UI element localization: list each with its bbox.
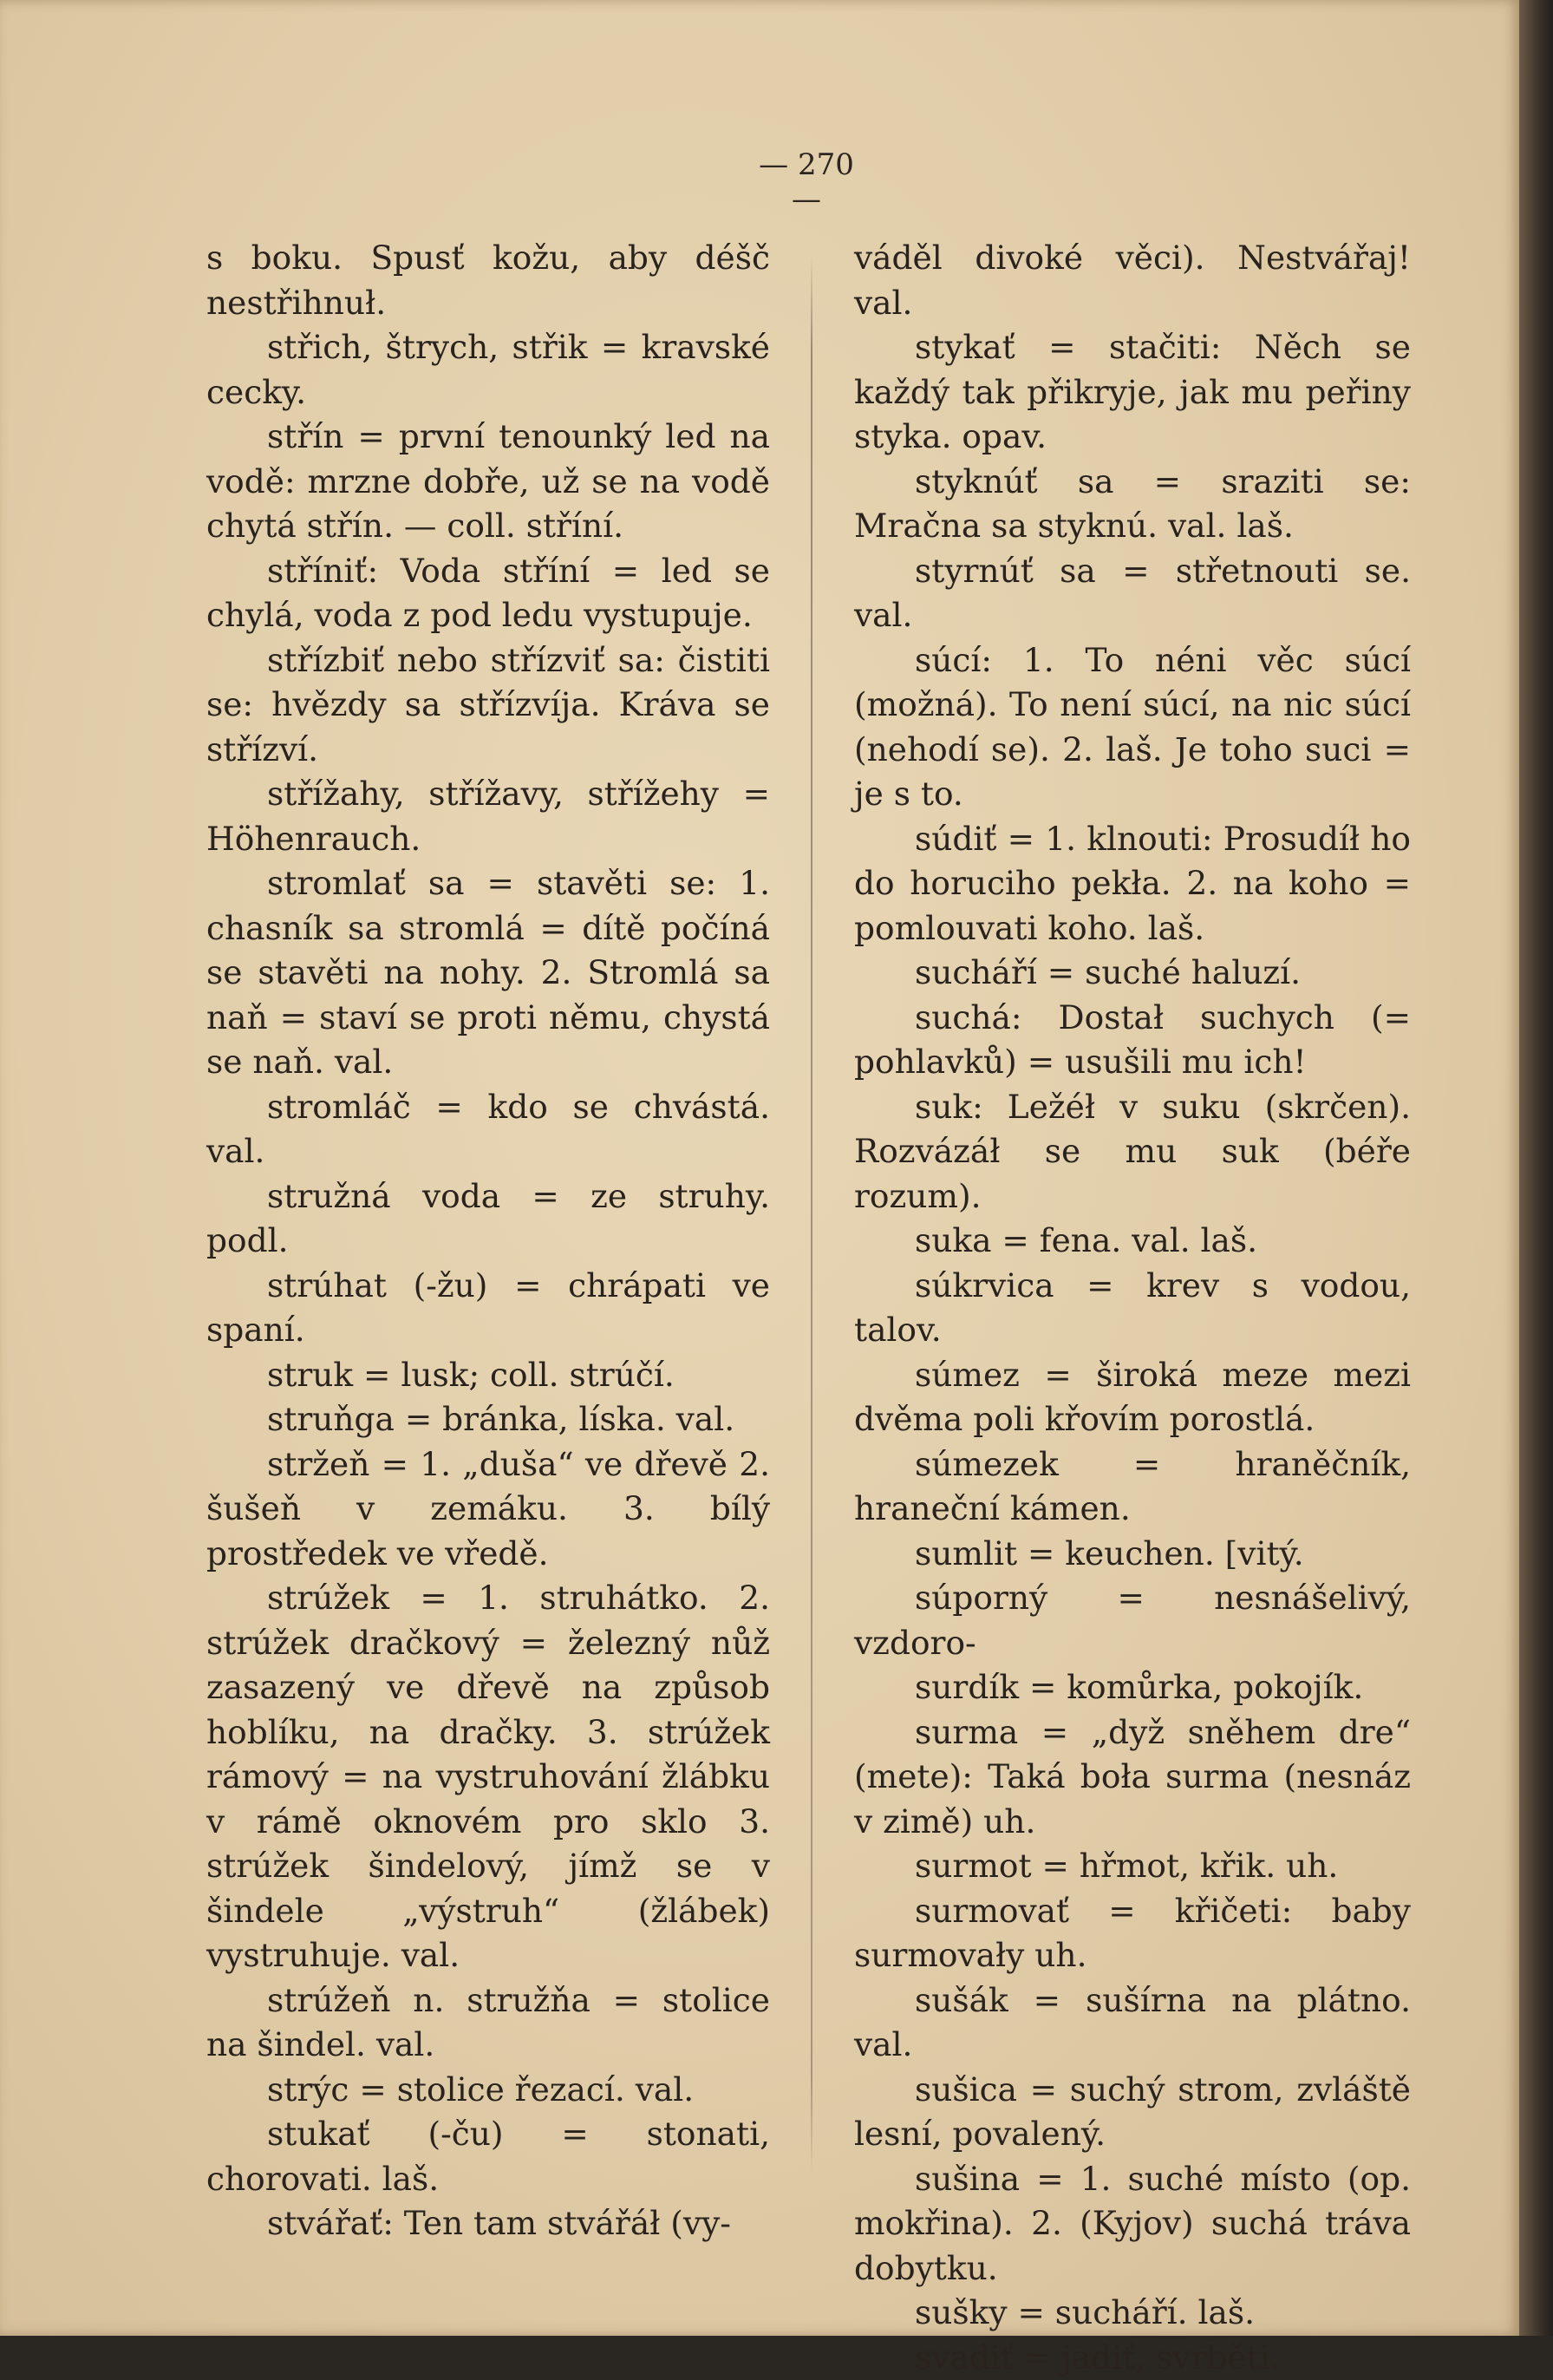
entry: střížahy, střížavy, střížehy = Höhenrauch. bbox=[206, 772, 770, 861]
entry: súmezek = hraněčník, hraneční kámen. bbox=[854, 1442, 1411, 1532]
entry: sucháří = suché haluzí. bbox=[854, 951, 1411, 996]
entry: suchá: Dostał suchych (= pohlavků) = usušili mu ich! bbox=[854, 996, 1411, 1085]
entry: surmot = hřmot, křik. uh. bbox=[854, 1844, 1411, 1889]
entry: sušky = sucháří. laš. bbox=[854, 2291, 1411, 2336]
entry: stykať = stačiti: Něch se každý tak přikryje, jak mu peřiny styka. opav. bbox=[854, 325, 1411, 460]
entry: stříniť: Voda stříní = led se chylá, voda z pod ledu vystupuje. bbox=[206, 549, 770, 638]
entry: súcí: 1. To néni věc súcí (možná). To není súcí, na nic súcí (nehodí se). 2. laš. Je toho suci = je s to. bbox=[854, 638, 1411, 817]
entry: strúhat (-žu) = chrápati ve spaní. bbox=[206, 1264, 770, 1353]
right-column bbox=[854, 236, 1411, 2380]
left-column bbox=[206, 236, 770, 2246]
entry-continuation: váděl divoké věci). Nestvářaj! val. bbox=[854, 236, 1411, 325]
entry: strýc = stolice řezací. val. bbox=[206, 2068, 770, 2113]
entry: súdiť = 1. klnouti: Prosudíł ho do horuciho pekła. 2. na koho = pomlouvati koho. laš. bbox=[854, 817, 1411, 951]
entry: súkrvica = krev s vodou, talov. bbox=[854, 1264, 1411, 1353]
entry: svadiť = jadiť, svrběti. bbox=[854, 2336, 1411, 2380]
entry: sušina = 1. suché místo (op. mokřina). 2. (Kyjov) suchá tráva dobytku. bbox=[854, 2157, 1411, 2292]
entry: suk: Ležéł v suku (skrčen). Rozvázáł se mu suk (béře rozum). bbox=[854, 1085, 1411, 1219]
entry: sumlit = keuchen. [vitý. bbox=[854, 1532, 1411, 1577]
book-gutter bbox=[1519, 0, 1553, 2336]
entry: strúžeň n. stružňa = stolice na šindel. val. bbox=[206, 1978, 770, 2068]
entry: střich, štrych, střik = kravské cecky. bbox=[206, 325, 770, 415]
entry: styrnúť sa = střetnouti se. val. bbox=[854, 549, 1411, 638]
entry: stromlať sa = stavěti se: 1. chasník sa stromlá = dítě počíná se stavěti na nohy. 2. Stromlá sa naň = staví se proti němu, chystá se naň. val. bbox=[206, 861, 770, 1085]
entry: strúžek = 1. struhátko. 2. strúžek dračkový = železný nůž zasazený ve dřevě na způsob hoblíku, na dračky. 3. strúžek rámový = na vystruhování žlábku v rámě oknovém pro sklo 3. strúžek šindelový, jímž se v šindele „výstruh“ (žlábek) vystruhuje. val. bbox=[206, 1576, 770, 1978]
entry: střín = první tenounký led na vodě: mrzne dobře, už se na vodě chytá střín. — coll. stříní. bbox=[206, 415, 770, 549]
entry: stromláč = kdo se chvástá. val. bbox=[206, 1085, 770, 1174]
entry: sušák = sušírna na plátno. val. bbox=[854, 1978, 1411, 2068]
entry: súmez = široká meze mezi dvěma poli křovím porostlá. bbox=[854, 1353, 1411, 1442]
entry: stržeň = 1. „duša“ ve dřevě 2. šušeň v zemáku. 3. bílý prostředek ve vředě. bbox=[206, 1442, 770, 1577]
entry: surma = „dyž sněhem dre“ (mete): Taká boła surma (nesnáz v zimě) uh. bbox=[854, 1710, 1411, 1845]
entry: stružná voda = ze struhy. podl. bbox=[206, 1174, 770, 1264]
entry: struk = lusk; coll. strúčí. bbox=[206, 1353, 770, 1398]
page-number: — 270 — bbox=[746, 147, 867, 217]
entry: surmovať = křičeti: baby surmovały uh. bbox=[854, 1889, 1411, 1978]
entry: sušica = suchý strom, zvláště lesní, povalený. bbox=[854, 2068, 1411, 2157]
entry: struňga = bránka, líska. val. bbox=[206, 1397, 770, 1442]
entry: stukať (-ču) = stonati, chorovati. laš. bbox=[206, 2112, 770, 2201]
entry: suka = fena. val. laš. bbox=[854, 1219, 1411, 1264]
entry: surdík = komůrka, pokojík. bbox=[854, 1665, 1411, 1710]
entry: střízbiť nebo střízviť sa: čistiti se: hvězdy sa střízvíja. Kráva se střízví. bbox=[206, 638, 770, 773]
entry-continuation: s boku. Spusť kožu, aby déšč nestřihnuł. bbox=[206, 236, 770, 325]
entry: stvářať: Ten tam stvářáł (vy- bbox=[206, 2201, 770, 2246]
entry: styknúť sa = sraziti se: Mračna sa styknú. val. laš. bbox=[854, 460, 1411, 549]
column-divider bbox=[811, 256, 812, 2173]
entry: súporný = nesnášelivý, vzdoro- bbox=[854, 1576, 1411, 1665]
